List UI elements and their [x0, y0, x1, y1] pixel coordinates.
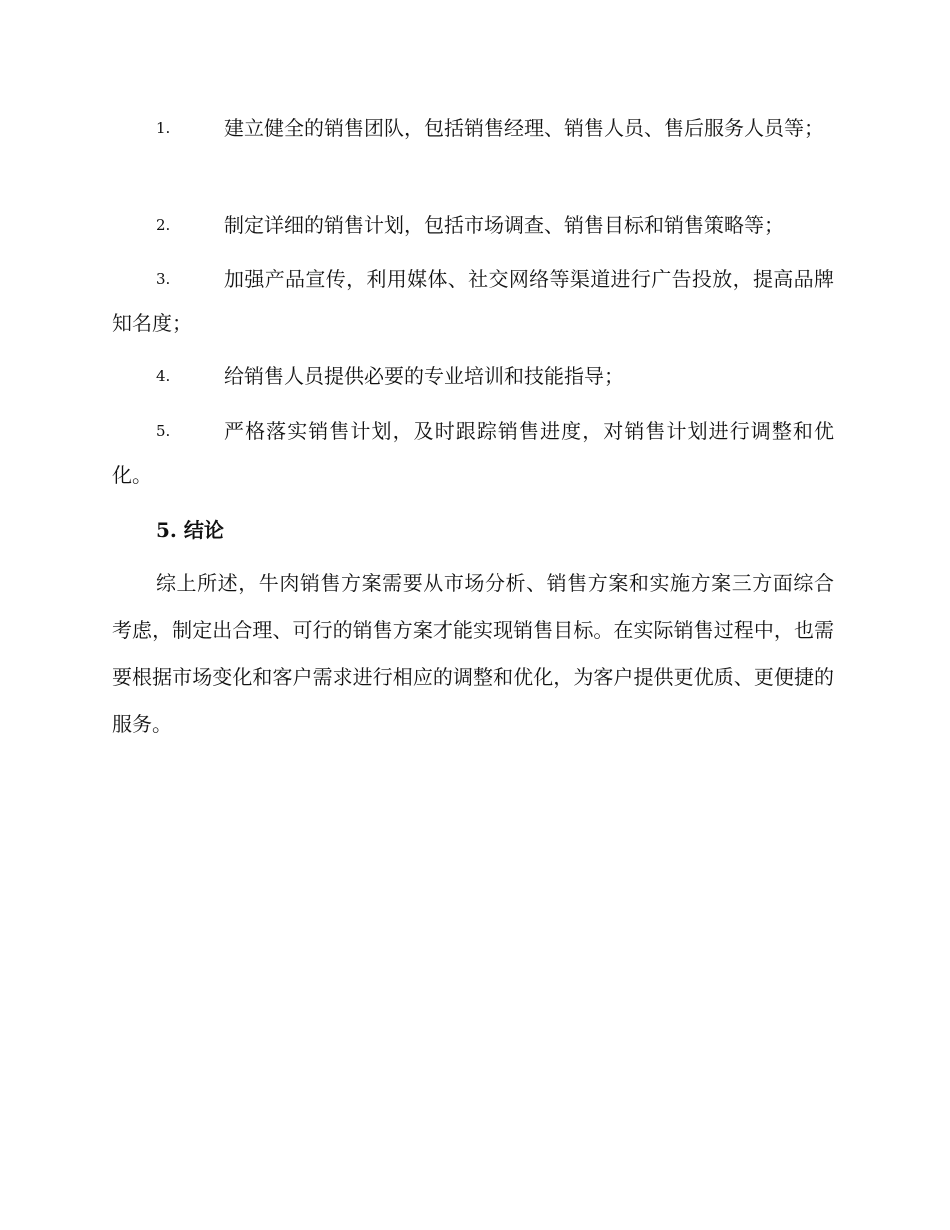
list-item-number: 3.: [156, 270, 171, 288]
list-item: [112, 257, 834, 345]
conclusion-paragraph: 综上所述，牛肉销售方案需要从市场分析、销售方案和实施方案三方面综合考虑，制定出合理、可行的销售方案才能实现销售目标。在实际销售过程中，也需要根据市场变化和客户需求进行相应的调整和优化，为客户提供更优质、更便捷的服务。: [112, 571, 834, 736]
list-item: [112, 203, 834, 247]
list-item: [112, 106, 834, 150]
list-item-text: 制定详细的销售计划，包括市场调查、销售目标和销售策略等；: [224, 213, 784, 237]
section-heading: 5. 结论: [156, 518, 224, 542]
list-item: [112, 354, 834, 398]
list-item-number: 4.: [156, 367, 171, 385]
list-item-text: 给销售人员提供必要的专业培训和技能指导；: [224, 364, 624, 388]
list-item-number: 5.: [156, 422, 171, 440]
list-item-text: 严格落实销售计划，及时跟踪销售进度，对销售计划进行调整和优化。: [112, 419, 834, 487]
list-item: [112, 409, 834, 497]
list-item-number: 2.: [156, 216, 171, 234]
list-item-text: 建立健全的销售团队，包括销售经理、销售人员、售后服务人员等；: [224, 116, 824, 140]
list-item-number: 1.: [156, 119, 171, 137]
list-item-text: 加强产品宣传，利用媒体、社交网络等渠道进行广告投放，提高品牌知名度；: [112, 267, 834, 335]
